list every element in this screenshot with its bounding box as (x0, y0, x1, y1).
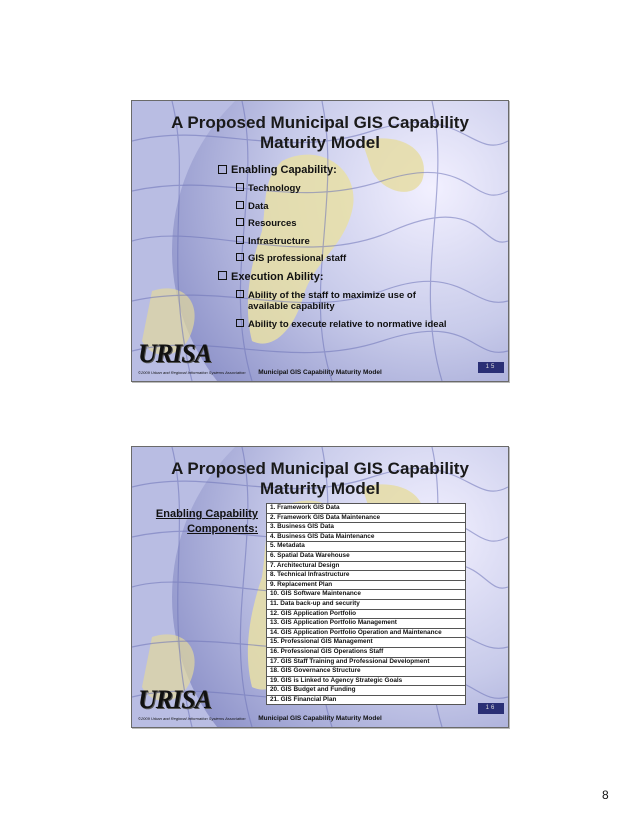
sub-bullet-item: Infrastructure (236, 236, 468, 248)
table-row: 15. Professional GIS Management (267, 638, 466, 648)
sub-bullet-item: GIS professional staff (236, 253, 468, 265)
table-row: 7. Architectural Design (267, 561, 466, 571)
table-row: 16. Professional GIS Operations Staff (267, 647, 466, 657)
bullet-item: Enabling Capability: (218, 164, 468, 177)
table-row: 4. Business GIS Data Maintenance (267, 532, 466, 542)
checkbox-icon (236, 319, 244, 327)
table-row: 20. GIS Budget and Funding (267, 686, 466, 696)
sub-bullet-item: Data (236, 201, 468, 213)
table-row: 8. Technical Infrastructure (267, 571, 466, 581)
checkbox-icon (236, 253, 244, 261)
table-row: 3. Business GIS Data (267, 523, 466, 533)
bullet-item: Execution Ability: (218, 271, 468, 284)
urisa-logo: URISA ©2009 Urban and Regional Information Systems Association (138, 685, 246, 721)
slide-16 (131, 446, 509, 728)
checkbox-icon (218, 271, 227, 280)
table-row: 21. GIS Financial Plan (267, 695, 466, 705)
table-row: 10. GIS Software Maintenance (267, 590, 466, 600)
sub-bullet-item: Technology (236, 183, 468, 195)
slide-number: 15 (478, 362, 504, 373)
urisa-logo: URISA ©2009 Urban and Regional Information Systems Association (138, 339, 246, 375)
checkbox-icon (236, 290, 244, 298)
table-row: 6. Spatial Data Warehouse (267, 551, 466, 561)
slide-15 (131, 100, 509, 382)
slide-number: 16 (478, 703, 504, 714)
checkbox-icon (236, 218, 244, 226)
slide-title: A Proposed Municipal GIS Capability Maturity Model (171, 459, 469, 498)
components-table (266, 503, 466, 705)
checkbox-icon (236, 183, 244, 191)
slide-title: A Proposed Municipal GIS Capability Maturity Model (171, 113, 469, 152)
table-row: 9. Replacement Plan (267, 580, 466, 590)
table-row: 17. GIS Staff Training and Professional Development (267, 657, 466, 667)
enabling-capability-label: Enabling Capability Components: (155, 508, 258, 535)
table-row: 2. Framework GIS Data Maintenance (267, 513, 466, 523)
table-row: 12. GIS Application Portfolio (267, 609, 466, 619)
sub-bullet-item: Resources (236, 218, 468, 230)
slide-footer: Municipal GIS Capability Maturity Model (258, 715, 382, 722)
checkbox-icon (218, 165, 227, 174)
table-row: 1. Framework GIS Data (267, 504, 466, 514)
page-number: 8 (602, 788, 609, 802)
table-row: 11. Data back-up and security (267, 599, 466, 609)
slide-footer: Municipal GIS Capability Maturity Model (258, 369, 382, 376)
sub-bullet-item: Ability of the staff to maximize use of available capability (236, 290, 468, 313)
table-row: 5. Metadata (267, 542, 466, 552)
checkbox-icon (236, 201, 244, 209)
bullet-list (218, 164, 468, 336)
checkbox-icon (236, 236, 244, 244)
table-row: 18. GIS Governance Structure (267, 667, 466, 677)
table-row: 19. GIS is Linked to Agency Strategic Goals (267, 676, 466, 686)
sub-bullet-item: Ability to execute relative to normative ideal (236, 319, 468, 331)
table-row: 13. GIS Application Portfolio Management (267, 619, 466, 629)
table-row: 14. GIS Application Portfolio Operation and Maintenance (267, 628, 466, 638)
